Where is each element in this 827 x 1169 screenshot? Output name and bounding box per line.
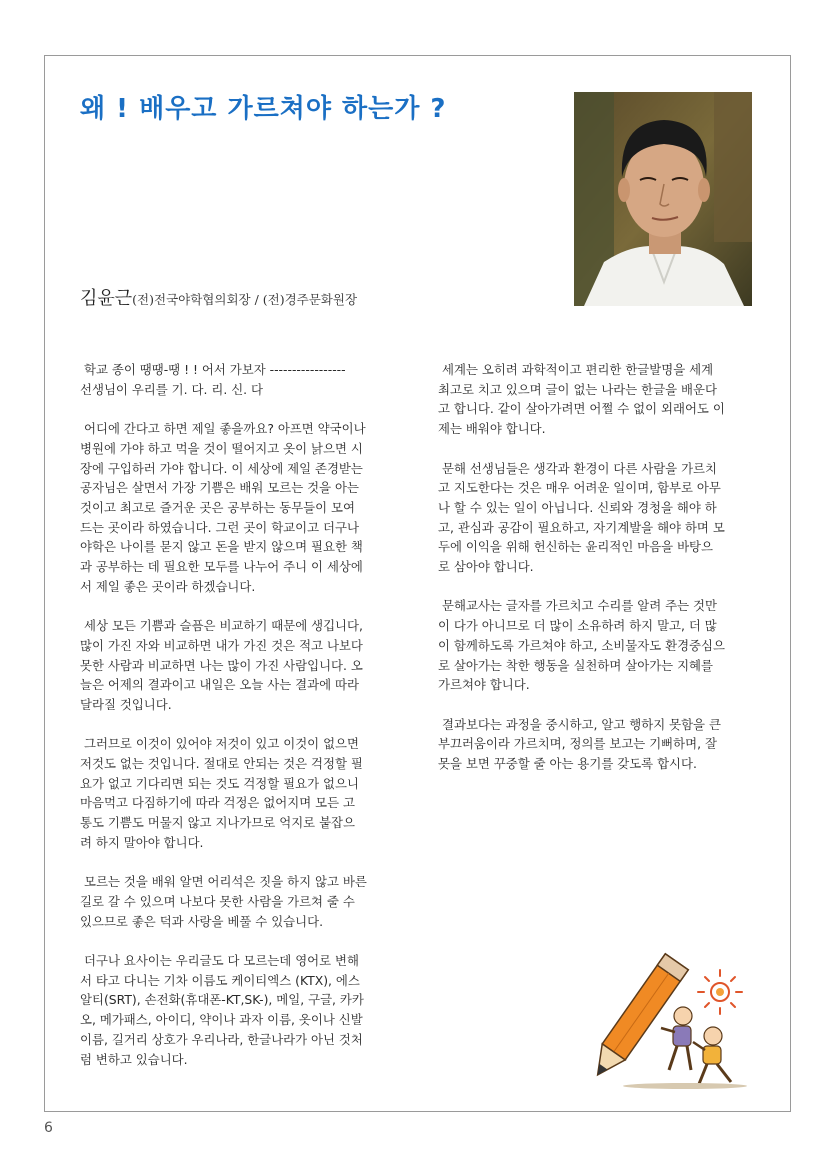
text-line: 로 삼아야 합니다. — [438, 559, 534, 575]
text-line: 로 살아가는 착한 행동을 실천하며 살아가는 지혜를 — [438, 657, 713, 673]
text-line: 마음먹고 다짐하기에 따라 걱정은 없어지며 모든 고 — [80, 795, 355, 811]
page-title: 왜 ! 배우고 가르쳐야 하는가 ? — [80, 94, 447, 124]
text-line: 이 다가 아니므로 더 많이 소유하려 하지 말고, 더 많 — [438, 618, 717, 634]
text-line: 세상 모든 기쁨과 슬픔은 비교하기 때문에 생깁니다, — [84, 618, 363, 634]
text-line: 이 함께하도록 가르쳐야 하고, 소비물자도 환경중심으 — [438, 637, 725, 653]
text-line: 못을 보면 꾸중할 줄 아는 용기를 갖도록 합시다. — [438, 756, 697, 772]
paragraph — [438, 596, 755, 695]
paragraph — [80, 616, 395, 715]
text-line: 선생님이 우리를 기. 다. 리. 신. 다 — [80, 381, 264, 397]
text-line: 최고로 치고 있으며 글이 없는 나라는 한글을 배운다 — [438, 381, 717, 397]
text-line: 요가 없고 기다리면 되는 것도 걱정할 필요가 없으니 — [80, 775, 359, 791]
text-line: 통도 기쁨도 머물지 않고 지나가므로 억지로 붙잡으 — [80, 815, 355, 831]
text-line: 고, 관심과 공감이 필요하고, 자기계발을 해야 하며 모 — [438, 519, 725, 535]
text-line: 병원에 가야 하고 먹을 것이 떨어지고 옷이 낡으면 시 — [80, 440, 363, 456]
text-line: 공자님은 살면서 가장 기쁨은 배워 모르는 것을 아는 — [80, 480, 359, 496]
text-line: 문해 선생님들은 생각과 환경이 다른 사람을 가르치 — [442, 460, 717, 476]
text-line: 있으므로 좋은 덕과 사랑을 베풀 수 있습니다. — [80, 913, 324, 929]
paragraph — [438, 459, 755, 577]
text-line: 고 지도한다는 것은 매우 어려운 일이며, 함부로 아무 — [438, 480, 721, 496]
text-line: 것이고 최고로 즐거운 곳은 공부하는 동무들이 모여 — [80, 499, 355, 515]
text-line: 학교 종이 땡땡-땡 ! ! 어서 가보자 ----------------- — [84, 362, 346, 377]
text-line: 려 하지 말아야 합니다. — [80, 834, 204, 850]
author-name: 김윤근 — [80, 288, 133, 309]
text-line: 과 공부하는 데 필요한 모두를 나누어 주니 이 세상에 — [80, 559, 363, 575]
text-line: 부끄러움이라 가르치며, 정의를 보고는 기뻐하며, 잘 — [438, 736, 717, 752]
text-line: 오, 메가패스, 아이디, 약이나 과자 이름, 옷이나 신발 — [80, 1012, 363, 1028]
text-line: 결과보다는 과정을 중시하고, 알고 행하지 못함을 큰 — [442, 716, 721, 732]
text-line: 나 할 수 있는 일이 아닙니다. 신뢰와 경청을 해야 하 — [438, 499, 717, 515]
author-role: (전)전국야학협의회장 / (전)경주문화원장 — [132, 292, 358, 307]
text-line: 서 제일 좋은 곳이라 하겠습니다. — [80, 578, 256, 594]
text-line: 길로 갈 수 있으며 나보다 못한 사람을 가르쳐 줄 수 — [80, 893, 355, 909]
text-line: 제는 배워야 합니다. — [438, 421, 546, 437]
left-text-column — [80, 360, 395, 1089]
paragraph — [80, 872, 395, 931]
text-line: 서 타고 다니는 기차 이름도 케이티엑스 (KTX), 에스 — [80, 972, 360, 988]
paragraph — [80, 734, 395, 852]
text-line: 가르쳐야 합니다. — [438, 677, 530, 693]
text-line: 세계는 오히려 과학적이고 편리한 한글발명을 세계 — [442, 362, 714, 377]
text-line: 이름, 길거리 상호가 우리나라, 한글나라가 아닌 것처 — [80, 1031, 363, 1047]
text-line: 더구나 요사이는 우리글도 다 모르는데 영어로 변해 — [84, 953, 359, 969]
text-line: 그러므로 이것이 있어야 저것이 있고 이것이 없으면 — [84, 736, 359, 752]
text-line: 고 합니다. 같이 살아가려면 어쩔 수 없이 외래어도 이 — [438, 401, 725, 417]
text-line: 두에 이익을 위해 헌신하는 윤리적인 마음을 바탕으 — [438, 539, 713, 555]
paragraph — [438, 715, 755, 774]
sun-icon — [698, 970, 742, 1014]
text-line: 모르는 것을 배워 알면 어리석은 짓을 하지 않고 바른 — [84, 874, 367, 890]
text-line: 달라질 것입니다. — [80, 696, 172, 712]
text-line: 알티(SRT), 손전화(휴대폰-KT,SK-), 메일, 구글, 카카 — [80, 992, 364, 1008]
paragraph — [80, 419, 395, 596]
text-line: 늘은 어제의 결과이고 내일은 오늘 사는 결과에 따라 — [80, 677, 359, 693]
text-line: 럼 변하고 있습니다. — [80, 1051, 188, 1067]
text-line: 많이 가진 자와 비교하면 내가 가진 것은 적고 나보다 — [80, 637, 363, 653]
page-number: 6 — [44, 1120, 53, 1136]
text-line: 저것도 없는 것입니다. 절대로 안되는 것은 걱정할 필 — [80, 756, 363, 772]
text-line: 어디에 간다고 하면 제일 좋을까요? 아프면 약국이나 — [84, 421, 366, 437]
right-text-column — [438, 360, 755, 793]
paragraph — [438, 360, 755, 439]
text-line: 드는 곳이라 하였습니다. 그런 곳이 학교이고 더구나 — [80, 519, 359, 535]
text-line: 못한 사람과 비교하면 나는 많이 가진 사람입니다. 오 — [80, 657, 363, 673]
paragraph — [80, 360, 395, 399]
paragraph — [80, 951, 395, 1069]
text-line: 야학은 나이를 묻지 않고 돈을 받지 않으며 필요한 책 — [80, 539, 363, 555]
author-byline — [80, 284, 357, 310]
text-line: 장에 구입하러 가야 합니다. 이 세상에 제일 존경받는 — [80, 460, 363, 476]
pencil-kids-illustration — [575, 938, 755, 1090]
author-photo — [574, 92, 752, 306]
text-line: 문해교사는 글자를 가르치고 수리를 알려 주는 것만 — [442, 598, 717, 614]
